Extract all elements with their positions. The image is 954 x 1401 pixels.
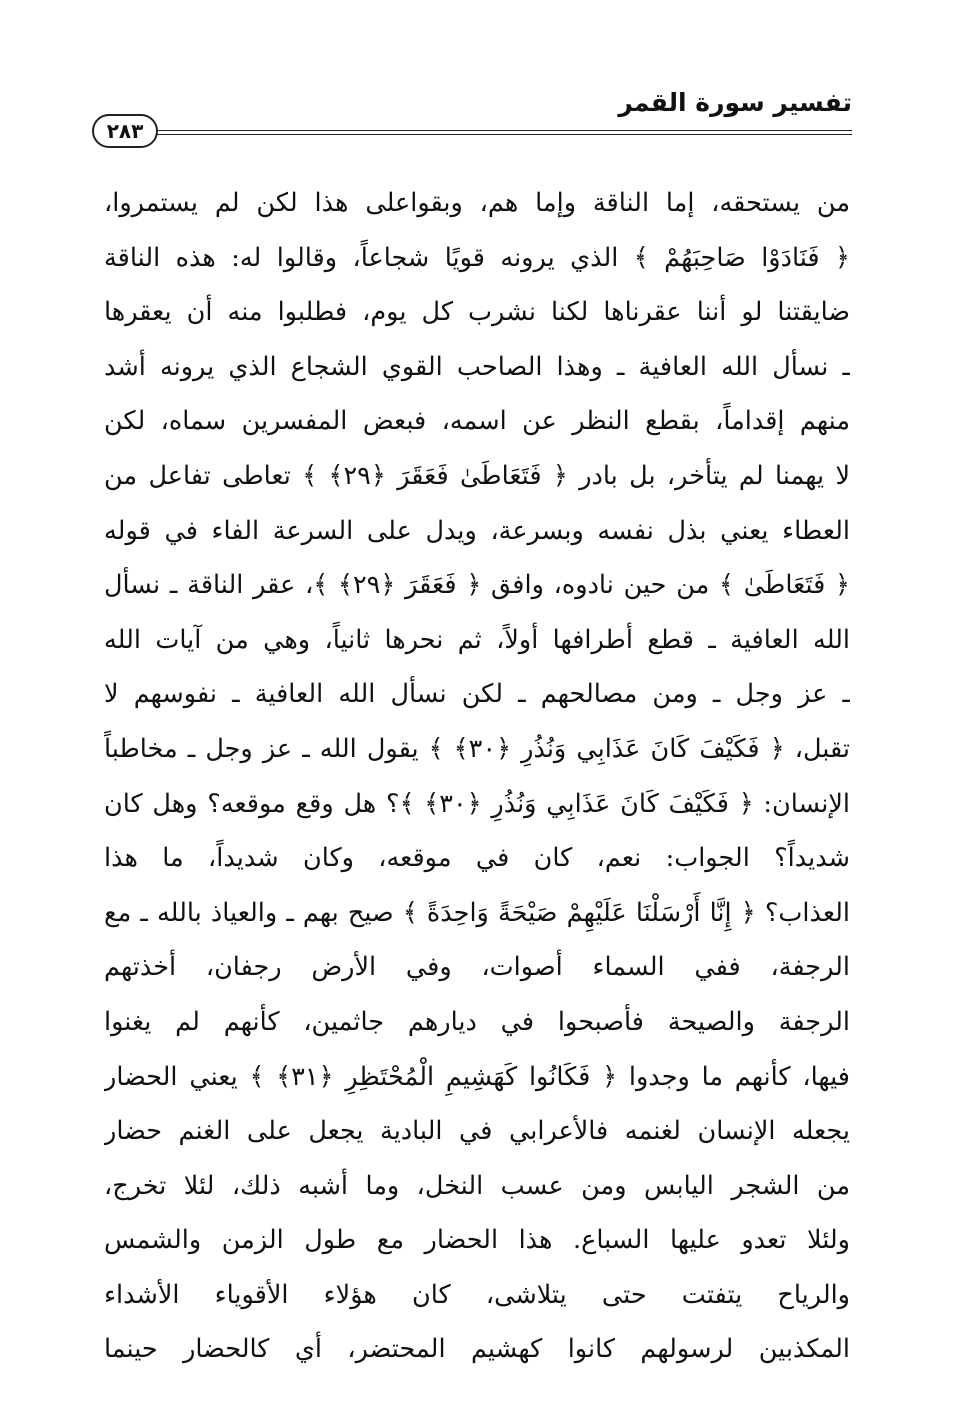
text-line: الله العافية ـ قطع أطرافها أولاً، ثم نحرها ثانياً، وهي من آيات الله xyxy=(104,624,850,655)
text-line: ـ نسأل الله العافية ـ وهذا الصاحب القوي الشجاع الذي يرونه أشد xyxy=(104,351,850,382)
text-line: من يستحقه، إما الناقة وإما هم، وبقواعلى هذا لكن لم يستمروا، xyxy=(104,188,850,218)
text-line: ولئلا تعدو عليها السباع. هذا الحضار مع طول الزمن والشمس xyxy=(104,1225,850,1256)
running-title: تفسير سورة القمر xyxy=(618,88,852,117)
text-line: ـ عز وجل ـ ومن مصالحهم ـ لكن نسأل الله العافية ـ نفوسهم لا xyxy=(104,679,850,710)
text-line: والرياح يتفتت حتى يتلاشى، كان هؤلاء الأقوياء الأشداء xyxy=(104,1279,850,1310)
text-line: شديداً؟ الجواب: نعم، كان في موقعه، وكان شديداً، ما هذا xyxy=(104,843,850,874)
text-line: يجعله الإنسان لغنمه فالأعرابي في البادية يجعل على الغنم حضار xyxy=(104,1116,850,1147)
text-line: منهم إقداماً، بقطع النظر عن اسمه، فبعض المفسرين سماه، لكن xyxy=(104,406,850,437)
text-line: لا يهمنا لم يتأخر، بل بادر ﴿ فَتَعَاطَىٰ فَعَقَرَ ﴿٢٩﴾ ﴾ تعاطى تفاعل من xyxy=(104,460,850,491)
text-line: الإنسان: ﴿ فَكَيْفَ كَانَ عَذَابِي وَنُذُرِ ﴿٣٠﴾ ﴾؟ هل وقع موقعه؟ وهل كان xyxy=(104,788,850,819)
page-number-badge: ٢٨٣ xyxy=(92,114,158,148)
commentary-text xyxy=(104,176,850,1377)
page-header xyxy=(92,88,852,148)
text-line: ﴿ فَنَادَوْا صَاحِبَهُمْ ﴾ الذي يرونه قويًا شجاعاً، وقالوا له: هذه الناقة xyxy=(104,242,850,273)
text-line: ﴿ فَتَعَاطَىٰ ﴾ من حين نادوه، وافق ﴿ فَعَقَرَ ﴿٢٩﴾ ﴾، عقر الناقة ـ نسأل xyxy=(104,570,850,601)
text-line: تقبل، ﴿ فَكَيْفَ كَانَ عَذَابِي وَنُذُرِ ﴿٣٠﴾ ﴾ يقول الله ـ عز وجل ـ مخاطباً xyxy=(104,733,850,764)
text-line: الرجفة، ففي السماء أصوات، وفي الأرض رجفان، أخذتهم xyxy=(104,952,850,983)
text-line: ضايقتنا لو أننا عقرناها لكنا نشرب كل يوم، فطلبوا منه أن يعقرها xyxy=(104,297,850,328)
text-line: العطاء يعني بذل نفسه وبسرعة، ويدل على السرعة الفاء في قوله xyxy=(104,515,850,546)
text-line: المكذبين لرسولهم كانوا كهشيم المحتضر، أي كالحضار حينما xyxy=(104,1334,850,1365)
header-rule xyxy=(152,130,852,135)
text-line: العذاب؟ ﴿ إِنَّا أَرْسَلْنَا عَلَيْهِمْ صَيْحَةً وَاحِدَةً ﴾ صيح بهم ـ والعياذ بالله ـ مع xyxy=(104,897,850,928)
text-line: فيها، كأنهم ما وجدوا ﴿ فَكَانُوا كَهَشِيمِ الْمُحْتَظِرِ ﴿٣١﴾ ﴾ يعني الحضار xyxy=(104,1061,850,1092)
text-line: الرجفة والصيحة فأصبحوا في ديارهم جاثمين، كأنهم لم يغنوا xyxy=(104,1006,850,1037)
text-line: من الشجر اليابس ومن عسب النخل، وما أشبه ذلك، لئلا تخرج، xyxy=(104,1170,850,1201)
